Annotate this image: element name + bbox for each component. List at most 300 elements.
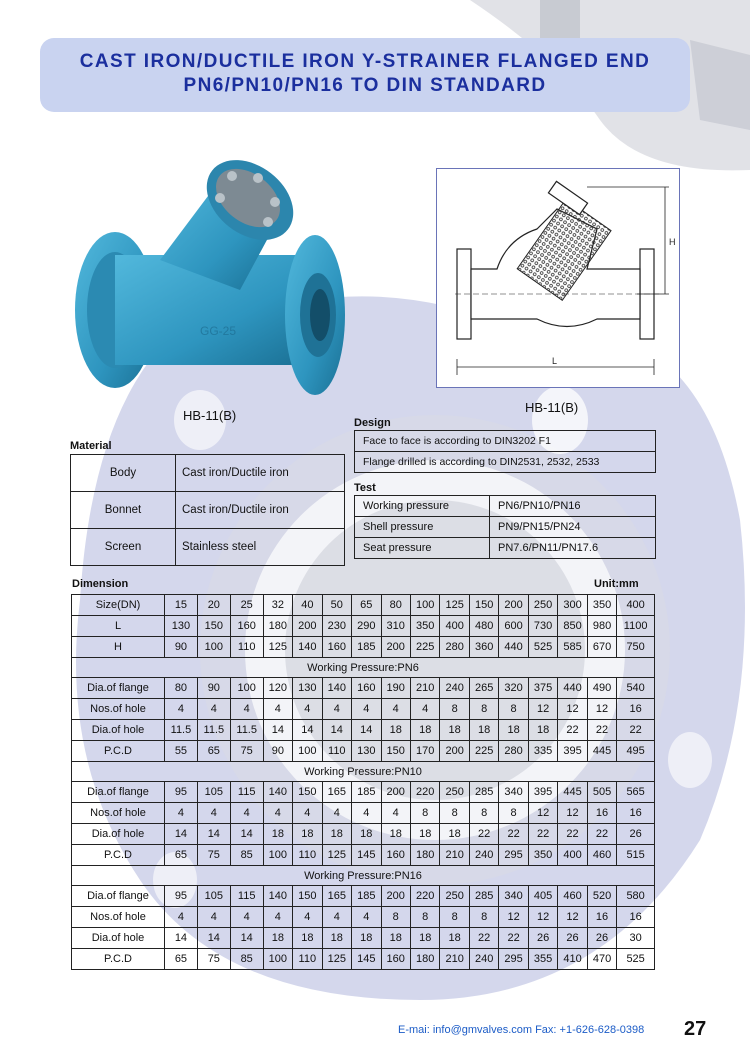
table-cell: 14 [165,928,198,949]
table-cell: 160 [381,949,410,970]
table-cell: 200 [381,782,410,803]
material-value: Cast iron/Ductile iron [176,455,345,492]
table-cell: 585 [558,637,587,658]
drawing-h-label: H [669,237,676,247]
table-cell: 200 [440,741,469,762]
table-cell: 100 [293,741,322,762]
table-cell: 90 [197,678,230,699]
table-cell: 4 [165,907,198,928]
table-row [355,496,656,517]
row-label: P.C.D [72,845,165,866]
table-cell: 22 [617,720,655,741]
table-row [72,782,655,803]
table-cell: 1100 [617,616,655,637]
drawing-caption: HB-11(B) [525,400,579,415]
table-cell: 350 [587,595,616,616]
table-cell: 470 [587,949,616,970]
section-heading-row [72,866,655,886]
table-cell: 4 [352,803,381,824]
design-item: Face to face is according to DIN3202 F1 [355,431,656,452]
table-cell: 26 [617,824,655,845]
drawing-l-label: L [552,356,558,366]
table-cell: 285 [469,782,498,803]
table-cell: 4 [230,699,263,720]
table-cell: 150 [293,782,322,803]
table-cell: 22 [499,928,528,949]
table-cell: 95 [165,782,198,803]
table-cell: 200 [293,616,322,637]
table-cell: 18 [410,928,439,949]
dimension-table [71,594,655,970]
table-cell: 375 [528,678,557,699]
table-cell: 125 [322,949,351,970]
table-cell: 100 [263,949,292,970]
table-cell: 540 [617,678,655,699]
table-cell: 18 [322,928,351,949]
table-cell: 105 [197,782,230,803]
table-cell: 525 [617,949,655,970]
table-cell: 4 [381,699,410,720]
table-cell: 18 [293,824,322,845]
table-cell: 12 [558,907,587,928]
table-cell: 16 [617,907,655,928]
table-cell: 25 [230,595,263,616]
material-part: Screen [71,529,176,566]
table-cell: 295 [499,845,528,866]
table-cell: 350 [528,845,557,866]
row-label: Dia.of hole [72,824,165,845]
test-table [354,495,656,559]
table-cell: 4 [165,699,198,720]
table-row [72,678,655,699]
table-cell: 250 [528,595,557,616]
table-cell: 14 [263,720,292,741]
table-cell: 22 [587,824,616,845]
table-cell: 4 [263,907,292,928]
table-cell: 130 [352,741,381,762]
table-row [72,824,655,845]
table-cell: 750 [617,637,655,658]
table-cell: 160 [381,845,410,866]
section-heading-row [72,658,655,678]
design-label: Design [354,417,391,429]
table-row [71,529,345,566]
table-cell: 12 [528,907,557,928]
table-cell: 130 [293,678,322,699]
table-cell: 445 [558,782,587,803]
row-label: L [72,616,165,637]
table-cell: 50 [322,595,351,616]
table-cell: 220 [410,886,439,907]
table-cell: 4 [322,803,351,824]
table-cell: 65 [165,845,198,866]
row-label: H [72,637,165,658]
table-cell: 130 [165,616,198,637]
table-cell: 440 [499,637,528,658]
table-cell: 395 [528,782,557,803]
table-cell: 110 [322,741,351,762]
table-row [72,720,655,741]
table-cell: 520 [587,886,616,907]
table-cell: 110 [293,949,322,970]
table-cell: 4 [197,803,230,824]
table-cell: 12 [558,699,587,720]
table-cell: 85 [230,845,263,866]
table-cell: 11.5 [230,720,263,741]
table-cell: 16 [617,803,655,824]
table-cell: 100 [230,678,263,699]
test-value: PN9/PN15/PN24 [490,517,656,538]
table-cell: 110 [230,637,263,658]
table-cell: 18 [440,720,469,741]
table-row [72,928,655,949]
table-cell: 4 [293,699,322,720]
table-cell: 445 [587,741,616,762]
table-row [72,595,655,616]
table-cell: 22 [528,824,557,845]
table-cell: 14 [197,824,230,845]
table-cell: 240 [469,845,498,866]
table-cell: 4 [197,907,230,928]
table-cell: 65 [197,741,230,762]
table-cell: 140 [322,678,351,699]
table-cell: 150 [197,616,230,637]
table-cell: 95 [165,886,198,907]
y-strainer-photo [70,140,345,405]
table-cell: 145 [352,949,381,970]
table-cell: 460 [587,845,616,866]
row-label: Size(DN) [72,595,165,616]
table-cell: 340 [499,782,528,803]
table-cell: 18 [528,720,557,741]
table-cell: 310 [381,616,410,637]
table-row [72,886,655,907]
table-cell: 400 [617,595,655,616]
table-cell: 340 [499,886,528,907]
table-cell: 16 [587,907,616,928]
table-cell: 4 [293,907,322,928]
table-cell: 22 [558,720,587,741]
table-row [355,452,656,473]
table-cell: 495 [617,741,655,762]
pressure-section-heading: Working Pressure:PN16 [72,866,655,886]
table-cell: 8 [469,699,498,720]
table-cell: 395 [558,741,587,762]
table-cell: 55 [165,741,198,762]
table-cell: 350 [410,616,439,637]
table-row [72,803,655,824]
table-cell: 4 [263,699,292,720]
table-cell: 110 [293,845,322,866]
table-cell: 410 [558,949,587,970]
table-cell: 850 [558,616,587,637]
table-cell: 8 [381,907,410,928]
material-label: Material [70,440,112,452]
table-cell: 18 [381,928,410,949]
table-cell: 4 [381,803,410,824]
table-cell: 8 [499,699,528,720]
table-cell: 12 [558,803,587,824]
table-cell: 100 [410,595,439,616]
table-cell: 460 [558,886,587,907]
dimension-label: Dimension [72,578,129,590]
table-cell: 100 [197,637,230,658]
table-cell: 18 [499,720,528,741]
table-cell: 105 [197,886,230,907]
table-cell: 160 [322,637,351,658]
table-cell: 280 [499,741,528,762]
row-label: Nos.of hole [72,907,165,928]
table-row [72,907,655,928]
table-cell: 115 [230,782,263,803]
table-cell: 4 [230,907,263,928]
table-cell: 140 [263,782,292,803]
table-cell: 250 [440,886,469,907]
table-row [72,637,655,658]
table-row [355,538,656,559]
pressure-section-heading: Working Pressure:PN10 [72,762,655,782]
table-cell: 200 [381,637,410,658]
page-title-line2: PN6/PN10/PN16 TO DIN STANDARD [183,75,547,96]
design-item: Flange drilled is according to DIN2531, 2532, 2533 [355,452,656,473]
table-cell: 210 [410,678,439,699]
material-value: Stainless steel [176,529,345,566]
design-table [354,430,656,473]
table-cell: 150 [293,886,322,907]
table-cell: 30 [617,928,655,949]
table-cell: 525 [528,637,557,658]
table-cell: 295 [499,949,528,970]
row-label: Dia.of flange [72,678,165,699]
table-cell: 14 [230,824,263,845]
table-cell: 180 [263,616,292,637]
table-cell: 125 [322,845,351,866]
table-cell: 4 [322,699,351,720]
material-part: Body [71,455,176,492]
table-cell: 4 [352,699,381,720]
table-cell: 4 [230,803,263,824]
photo-caption: HB-11(B) [183,408,237,423]
table-row [72,699,655,720]
row-label: Nos.of hole [72,699,165,720]
table-cell: 225 [469,741,498,762]
table-cell: 125 [440,595,469,616]
table-cell: 210 [440,845,469,866]
table-cell: 16 [617,699,655,720]
table-cell: 26 [558,928,587,949]
table-cell: 355 [528,949,557,970]
table-cell: 290 [352,616,381,637]
table-cell: 440 [558,678,587,699]
table-cell: 20 [197,595,230,616]
row-label: P.C.D [72,741,165,762]
table-row [355,431,656,452]
table-cell: 8 [410,803,439,824]
material-part: Bonnet [71,492,176,529]
table-cell: 14 [352,720,381,741]
table-cell: 18 [322,824,351,845]
row-label: Nos.of hole [72,803,165,824]
row-label: Dia.of flange [72,782,165,803]
table-cell: 125 [263,637,292,658]
table-cell: 18 [381,720,410,741]
table-cell: 150 [381,741,410,762]
table-cell: 4 [352,907,381,928]
table-cell: 15 [165,595,198,616]
table-cell: 115 [230,886,263,907]
section-heading-row [72,762,655,782]
table-cell: 4 [263,803,292,824]
table-cell: 75 [197,845,230,866]
table-cell: 14 [322,720,351,741]
table-row [71,492,345,529]
table-cell: 185 [352,782,381,803]
table-cell: 18 [440,824,469,845]
table-cell: 600 [499,616,528,637]
table-cell: 190 [381,678,410,699]
row-label: P.C.D [72,949,165,970]
table-cell: 18 [469,720,498,741]
table-cell: 18 [352,824,381,845]
table-cell: 26 [587,928,616,949]
table-cell: 140 [263,886,292,907]
table-cell: 8 [499,803,528,824]
table-cell: 200 [381,886,410,907]
table-cell: 14 [197,928,230,949]
table-cell: 515 [617,845,655,866]
table-cell: 8 [440,699,469,720]
table-cell: 8 [440,907,469,928]
test-name: Shell pressure [355,517,490,538]
table-cell: 12 [587,699,616,720]
table-cell: 4 [410,699,439,720]
table-cell: 14 [165,824,198,845]
table-cell: 405 [528,886,557,907]
table-cell: 90 [263,741,292,762]
table-cell: 14 [230,928,263,949]
table-cell: 165 [322,782,351,803]
page-title-line1: CAST IRON/DUCTILE IRON Y-STRAINER FLANGED END [79,51,651,72]
table-cell: 18 [352,928,381,949]
table-cell: 18 [293,928,322,949]
row-label: Dia.of flange [72,886,165,907]
table-cell: 165 [322,886,351,907]
table-cell: 180 [410,845,439,866]
table-row [72,949,655,970]
table-cell: 265 [469,678,498,699]
table-cell: 4 [322,907,351,928]
table-cell: 85 [230,949,263,970]
table-cell: 32 [263,595,292,616]
table-cell: 22 [558,824,587,845]
table-cell: 90 [165,637,198,658]
table-cell: 150 [469,595,498,616]
row-label: Dia.of hole [72,928,165,949]
table-cell: 285 [469,886,498,907]
table-cell: 75 [197,949,230,970]
page-number: 27 [684,1018,707,1040]
table-cell: 230 [322,616,351,637]
table-cell: 240 [440,678,469,699]
table-cell: 18 [410,720,439,741]
table-cell: 100 [263,845,292,866]
table-cell: 8 [469,803,498,824]
table-cell: 14 [293,720,322,741]
test-value: PN6/PN10/PN16 [490,496,656,517]
table-cell: 160 [352,678,381,699]
test-value: PN7.6/PN11/PN17.6 [490,538,656,559]
table-cell: 210 [440,949,469,970]
table-cell: 65 [165,949,198,970]
strainer-section-drawing [437,169,679,387]
table-cell: 400 [440,616,469,637]
table-cell: 145 [352,845,381,866]
table-cell: 360 [469,637,498,658]
table-cell: 8 [469,907,498,928]
test-name: Working pressure [355,496,490,517]
table-cell: 16 [587,803,616,824]
footer-contact: E-mai: info@gmvalves.com Fax: +1-626-628-0398 [398,1024,645,1036]
table-cell: 22 [587,720,616,741]
table-row [72,845,655,866]
table-cell: 120 [263,678,292,699]
table-cell: 140 [293,637,322,658]
table-cell: 11.5 [165,720,198,741]
table-row [355,517,656,538]
table-row [72,741,655,762]
table-row [71,455,345,492]
table-cell: 490 [587,678,616,699]
table-cell: 160 [230,616,263,637]
material-table [70,454,345,566]
row-label: Dia.of hole [72,720,165,741]
test-name: Seat pressure [355,538,490,559]
table-cell: 565 [617,782,655,803]
table-cell: 170 [410,741,439,762]
table-cell: 220 [410,782,439,803]
table-cell: 250 [440,782,469,803]
table-cell: 18 [263,928,292,949]
table-cell: 18 [410,824,439,845]
table-cell: 18 [263,824,292,845]
material-value: Cast iron/Ductile iron [176,492,345,529]
table-cell: 18 [440,928,469,949]
table-cell: 8 [410,907,439,928]
table-cell: 730 [528,616,557,637]
table-cell: 670 [587,637,616,658]
title-banner [40,38,690,112]
table-cell: 400 [558,845,587,866]
table-cell: 200 [499,595,528,616]
table-cell: 75 [230,741,263,762]
table-cell: 4 [293,803,322,824]
table-cell: 12 [528,699,557,720]
table-cell: 18 [381,824,410,845]
table-cell: 185 [352,637,381,658]
table-cell: 11.5 [197,720,230,741]
test-label: Test [354,482,376,494]
table-cell: 280 [440,637,469,658]
table-cell: 225 [410,637,439,658]
table-cell: 8 [440,803,469,824]
table-cell: 980 [587,616,616,637]
table-cell: 185 [352,886,381,907]
table-cell: 320 [499,678,528,699]
table-cell: 22 [499,824,528,845]
table-cell: 26 [528,928,557,949]
table-cell: 180 [410,949,439,970]
pressure-section-heading: Working Pressure:PN6 [72,658,655,678]
